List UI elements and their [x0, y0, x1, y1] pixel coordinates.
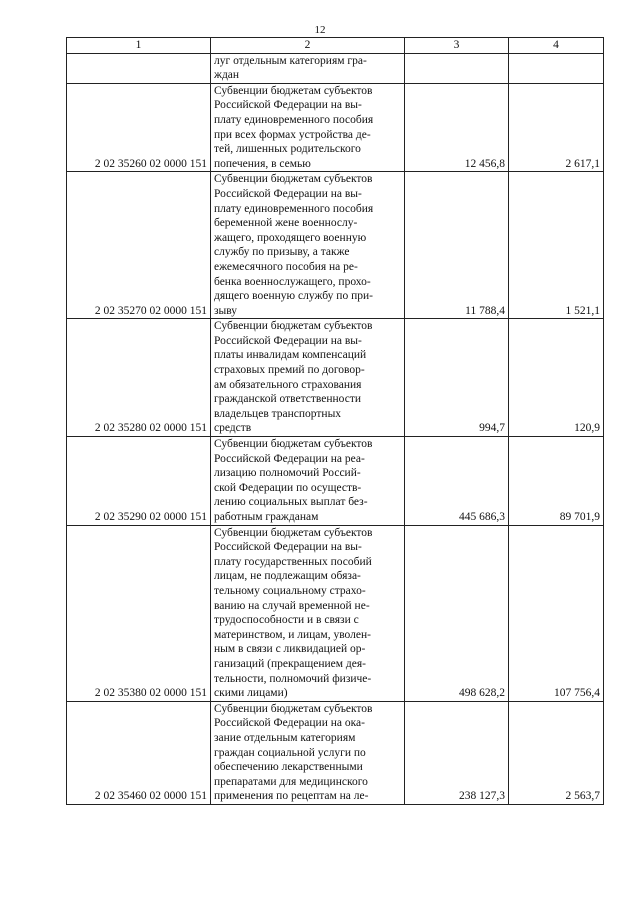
column-header-2: 2 [211, 38, 405, 54]
description-cell: Субвенции бюджетам субъектов Российской Федерации на вы- плату единовременного пособия при всех формах устройства де- тей, лишенных родительского попечения, в семью [211, 83, 405, 172]
table-body [67, 53, 604, 804]
budget-code-cell: 2 02 35270 02 0000 151 [67, 172, 211, 319]
budget-code-cell: 2 02 35460 02 0000 151 [67, 701, 211, 804]
amount-col3-cell: 12 456,8 [405, 83, 509, 172]
table-row [67, 701, 604, 804]
table-row [67, 525, 604, 701]
description-cell: Субвенции бюджетам субъектов Российской Федерации на ока- зание отдельным категориям граждан социальной услуги по обеспечению лекарственными препаратами для медицинского применения по рецептам на ле- [211, 701, 405, 804]
table-row [67, 319, 604, 437]
budget-code-cell: 2 02 35280 02 0000 151 [67, 319, 211, 437]
amount-col4-cell: 1 521,1 [509, 172, 604, 319]
amount-col3-cell: 445 686,3 [405, 437, 509, 526]
header-row [67, 38, 604, 54]
budget-code-cell: 2 02 35290 02 0000 151 [67, 437, 211, 526]
description-cell: Субвенции бюджетам субъектов Российской Федерации на вы- плату единовременного пособия беременной жене военнослу- жащего, проходящего военную службу по призыву, а также ежемесячного пособия на ре- бенка военнослужащего, прохо- дящего военную службу по при- зыву [211, 172, 405, 319]
amount-col3-cell: 994,7 [405, 319, 509, 437]
table-row [67, 83, 604, 172]
amount-col3-cell: 238 127,3 [405, 701, 509, 804]
budget-code-cell: 2 02 35380 02 0000 151 [67, 525, 211, 701]
table-row [67, 53, 604, 83]
budget-code-cell [67, 53, 211, 83]
amount-col4-cell [509, 53, 604, 83]
description-cell: луг отдельным категориям гра- ждан [211, 53, 405, 83]
column-header-1: 1 [67, 38, 211, 54]
description-cell: Субвенции бюджетам субъектов Российской Федерации на вы- платы инвалидам компенсаций страховых премий по договор- ам обязательного страхования гражданской ответственности владельцев транспортных средств [211, 319, 405, 437]
column-header-4: 4 [509, 38, 604, 54]
amount-col3-cell: 11 788,4 [405, 172, 509, 319]
budget-table [66, 37, 604, 805]
table-row [67, 172, 604, 319]
amount-col3-cell [405, 53, 509, 83]
table-row [67, 437, 604, 526]
description-cell: Субвенции бюджетам субъектов Российской Федерации на вы- плату государственных пособий лицам, не подлежащим обяза- тельному социальному страхо- ванию на случай временной не- трудоспособности и в связи с материнством, и лицам, уволен- ным в связи с ликвидацией ор- ганизаций (прекращением дея- тельности, полномочий физиче- скими лицами) [211, 525, 405, 701]
table-header [67, 38, 604, 54]
column-header-3: 3 [405, 38, 509, 54]
amount-col3-cell: 498 628,2 [405, 525, 509, 701]
amount-col4-cell: 2 563,7 [509, 701, 604, 804]
amount-col4-cell: 107 756,4 [509, 525, 604, 701]
amount-col4-cell: 120,9 [509, 319, 604, 437]
page-number: 12 [314, 24, 326, 36]
budget-code-cell: 2 02 35260 02 0000 151 [67, 83, 211, 172]
amount-col4-cell: 2 617,1 [509, 83, 604, 172]
description-cell: Субвенции бюджетам субъектов Российской Федерации на реа- лизацию полномочий Россий- ской Федерации по осуществ- лению социальных выплат без- работным гражданам [211, 437, 405, 526]
amount-col4-cell: 89 701,9 [509, 437, 604, 526]
